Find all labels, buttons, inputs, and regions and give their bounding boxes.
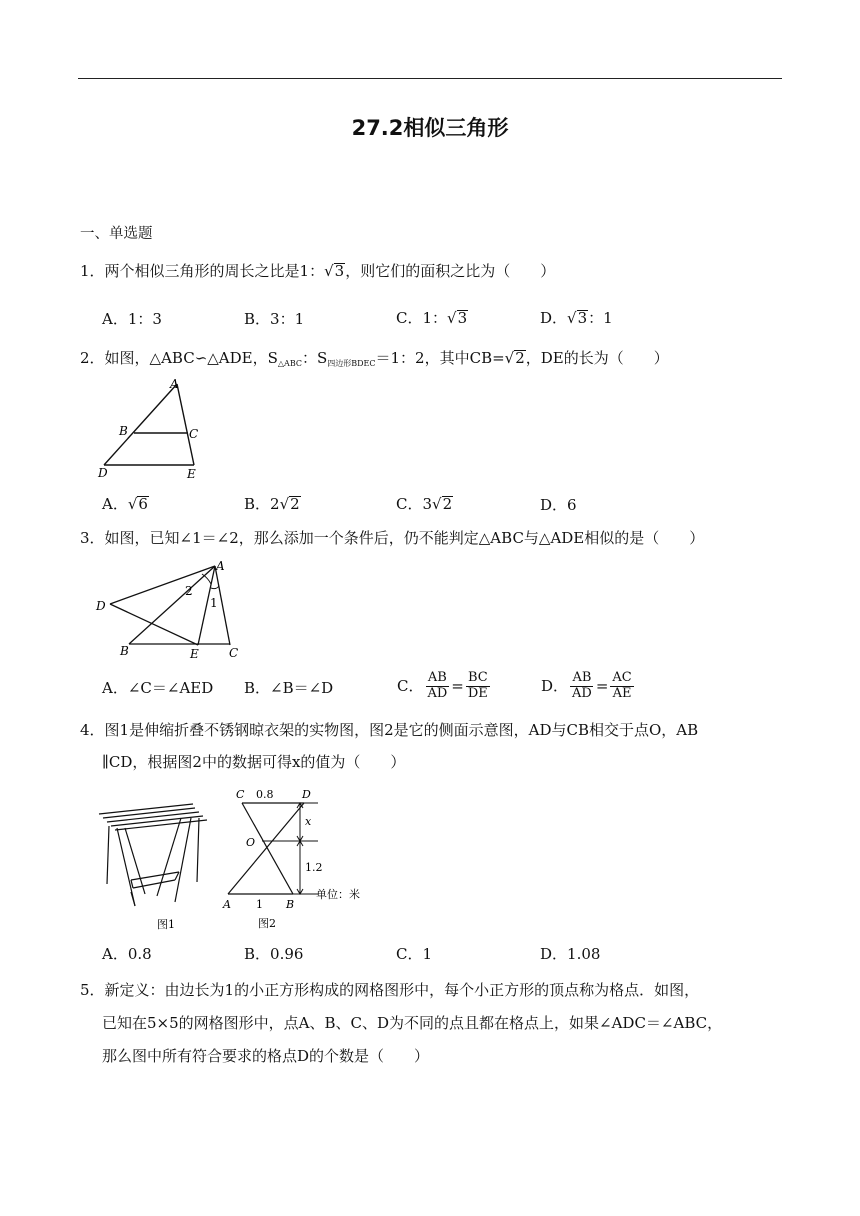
q2-choice-a[interactable]: A．√6	[102, 495, 148, 513]
question-1	[80, 263, 555, 280]
question-2: 2．如图，△ABC∽△ADE，$S_{\triangle ABC}$：$S_{四边形BDEC}=1$：2，其中CB=√2，DE的长为（ ）	[80, 349, 669, 368]
q3-figure	[90, 556, 250, 662]
q4-figure-2	[218, 784, 398, 934]
q2-choice-c[interactable]: C．3√2	[396, 495, 453, 513]
q4-fig2-label-b: B	[286, 898, 295, 911]
q2-choice-d[interactable]: D．6	[540, 496, 577, 514]
question-4-line-1: 4．图1是伸缩折叠不锈钢晾衣架的实物图，图2是它的侧面示意图，AD与CB相交于点O，AB	[80, 721, 699, 739]
question-4-line-2: ∥CD，根据图2中的数据可得x的值为（ ）	[102, 753, 406, 771]
q4-figure-1	[95, 796, 215, 936]
question-5-line-3: 那么图中所有符合要求的格点D的个数是（ ）	[102, 1047, 430, 1065]
question-3: 3．如图，已知∠1＝∠2，那么添加一个条件后，仍不能判定△ABC与△ADE相似的是（ ）	[80, 529, 705, 547]
q4-fig2-unit: 单位：米	[316, 888, 360, 901]
q4-fig2-label-c: C	[236, 788, 245, 801]
q4-fig2-top-length: 0.8	[256, 788, 274, 801]
q3-choice-c[interactable]: C． $\frac{AB}{AD}$ = $\frac{BC}{DE}$	[397, 670, 488, 701]
q2-label-a: A	[170, 377, 179, 391]
q2-label-b: B	[119, 424, 128, 438]
q4-choice-b[interactable]: B．0.96	[244, 945, 304, 963]
q1-sqrt: √3	[324, 262, 345, 280]
q4-choice-d[interactable]: D．1.08	[540, 945, 601, 963]
q3-label-e: E	[190, 647, 199, 661]
q4-fig2-bottom-length: 1	[256, 898, 263, 911]
q2-figure	[90, 376, 220, 484]
q3-angle-1: 1	[210, 596, 218, 610]
q1-choice-c[interactable]: C．1：√3	[396, 309, 468, 327]
q4-fig2-label-a: A	[223, 898, 231, 911]
q1-choice-b[interactable]: B．3：1	[244, 310, 305, 328]
q2-label-c: C	[189, 427, 199, 441]
page-title: 27.2相似三角形	[351, 116, 509, 140]
q3-label-d: D	[96, 599, 106, 613]
section-heading: 一、单选题	[80, 226, 153, 242]
q3-angle-2: 2	[185, 584, 193, 598]
q4-fig2-caption: 图2	[258, 917, 276, 930]
q1-choice-d[interactable]: D．√3：1	[540, 309, 613, 327]
q4-fig2-label-o: O	[246, 836, 256, 849]
q4-choice-a[interactable]: A．0.8	[102, 945, 152, 963]
question-5-line-2: 已知在5×5的网格图形中，点A、B、C、D为不同的点且都在格点上，如果∠ADC＝∠ABC，	[102, 1014, 723, 1032]
q4-fig2-height: 1.2	[305, 861, 323, 874]
q1-text-b: ，则它们的面积之比为（ ）	[345, 262, 556, 280]
q3-choice-a[interactable]: A．∠C＝∠AED	[102, 679, 214, 697]
q2-label-d: D	[98, 466, 108, 480]
q1-choice-a[interactable]: A．1：3	[102, 310, 162, 328]
q4-choice-c[interactable]: C．1	[396, 945, 433, 963]
q3-label-b: B	[120, 644, 129, 658]
q2-choice-b[interactable]: B．2√2	[244, 495, 300, 513]
header-rule	[78, 78, 782, 79]
q4-fig1-caption: 图1	[157, 918, 175, 931]
q1-text-a: 1．两个相似三角形的周长之比是1：	[80, 262, 325, 280]
q3-label-a: A	[216, 559, 225, 573]
question-5-line-1: 5．新定义：由边长为1的小正方形构成的网格图形中，每个小正方形的顶点称为格点．如图，	[80, 981, 700, 999]
q3-choice-b[interactable]: B．∠B＝∠D	[244, 679, 334, 697]
q3-choice-d[interactable]: D． $\frac{AB}{AD}$ = $\frac{AC}{AE}$	[541, 670, 632, 701]
q4-fig2-label-d: D	[302, 788, 311, 801]
q4-fig2-x: x	[305, 815, 312, 828]
q3-label-c: C	[229, 646, 239, 660]
q2-label-e: E	[187, 467, 196, 481]
